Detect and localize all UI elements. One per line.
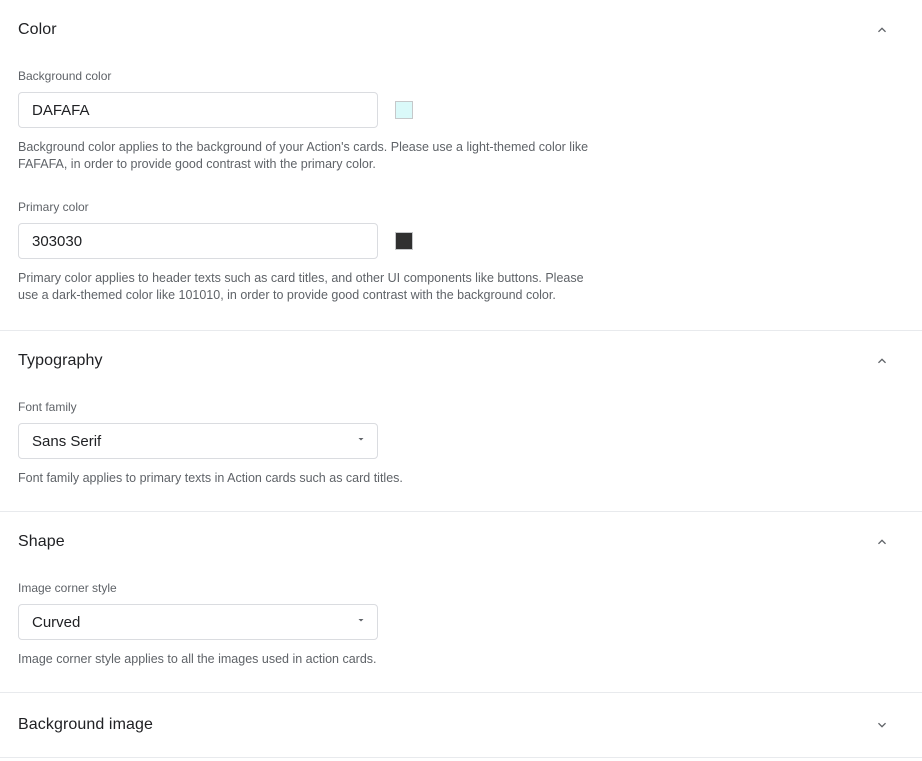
font-family-value: Sans Serif bbox=[32, 432, 102, 450]
image-corner-style-value: Curved bbox=[32, 613, 81, 631]
section-shape-title: Shape bbox=[18, 533, 65, 550]
section-color-title: Color bbox=[18, 21, 57, 38]
primary-color-row bbox=[18, 223, 904, 259]
chevron-up-icon[interactable] bbox=[870, 18, 894, 42]
section-background-image bbox=[0, 693, 922, 758]
chevron-up-icon[interactable] bbox=[870, 530, 894, 554]
background-color-input[interactable] bbox=[18, 92, 378, 128]
background-color-row bbox=[18, 92, 904, 128]
section-typography bbox=[0, 331, 922, 512]
font-family-help: Font family applies to primary texts in Action cards such as card titles. bbox=[18, 471, 403, 485]
chevron-up-icon[interactable] bbox=[870, 349, 894, 373]
section-typography-title: Typography bbox=[18, 352, 103, 369]
background-color-swatch[interactable] bbox=[395, 101, 413, 119]
section-background-image-header[interactable] bbox=[18, 693, 904, 757]
background-color-label: Background color bbox=[18, 69, 112, 83]
font-family-select-wrap bbox=[18, 423, 378, 459]
font-family-label: Font family bbox=[18, 400, 77, 414]
chevron-down-icon[interactable] bbox=[870, 713, 894, 737]
primary-color-help: Primary color applies to header texts such as card titles, and other UI components like buttons. Please use a dark-themed color like 101010, in order to provide good contrast with the background color. bbox=[18, 271, 584, 302]
primary-color-swatch[interactable] bbox=[395, 232, 413, 250]
primary-color-input[interactable] bbox=[18, 223, 378, 259]
section-shape-header[interactable] bbox=[18, 512, 904, 554]
image-corner-style-help: Image corner style applies to all the images used in action cards. bbox=[18, 652, 377, 666]
section-typography-header[interactable] bbox=[18, 331, 904, 373]
font-family-select[interactable] bbox=[18, 423, 378, 459]
section-color-header[interactable] bbox=[18, 0, 904, 42]
section-color bbox=[0, 0, 922, 331]
section-shape bbox=[0, 512, 922, 693]
image-corner-style-select-wrap bbox=[18, 604, 378, 640]
primary-color-label: Primary color bbox=[18, 200, 89, 214]
image-corner-style-label: Image corner style bbox=[18, 581, 117, 595]
section-background-image-title: Background image bbox=[18, 716, 154, 733]
background-color-help: Background color applies to the background of your Action's cards. Please use a light-themed color like FAFAFA, in order to provide good contrast with the primary color. bbox=[18, 140, 589, 171]
image-corner-style-select[interactable] bbox=[18, 604, 378, 640]
